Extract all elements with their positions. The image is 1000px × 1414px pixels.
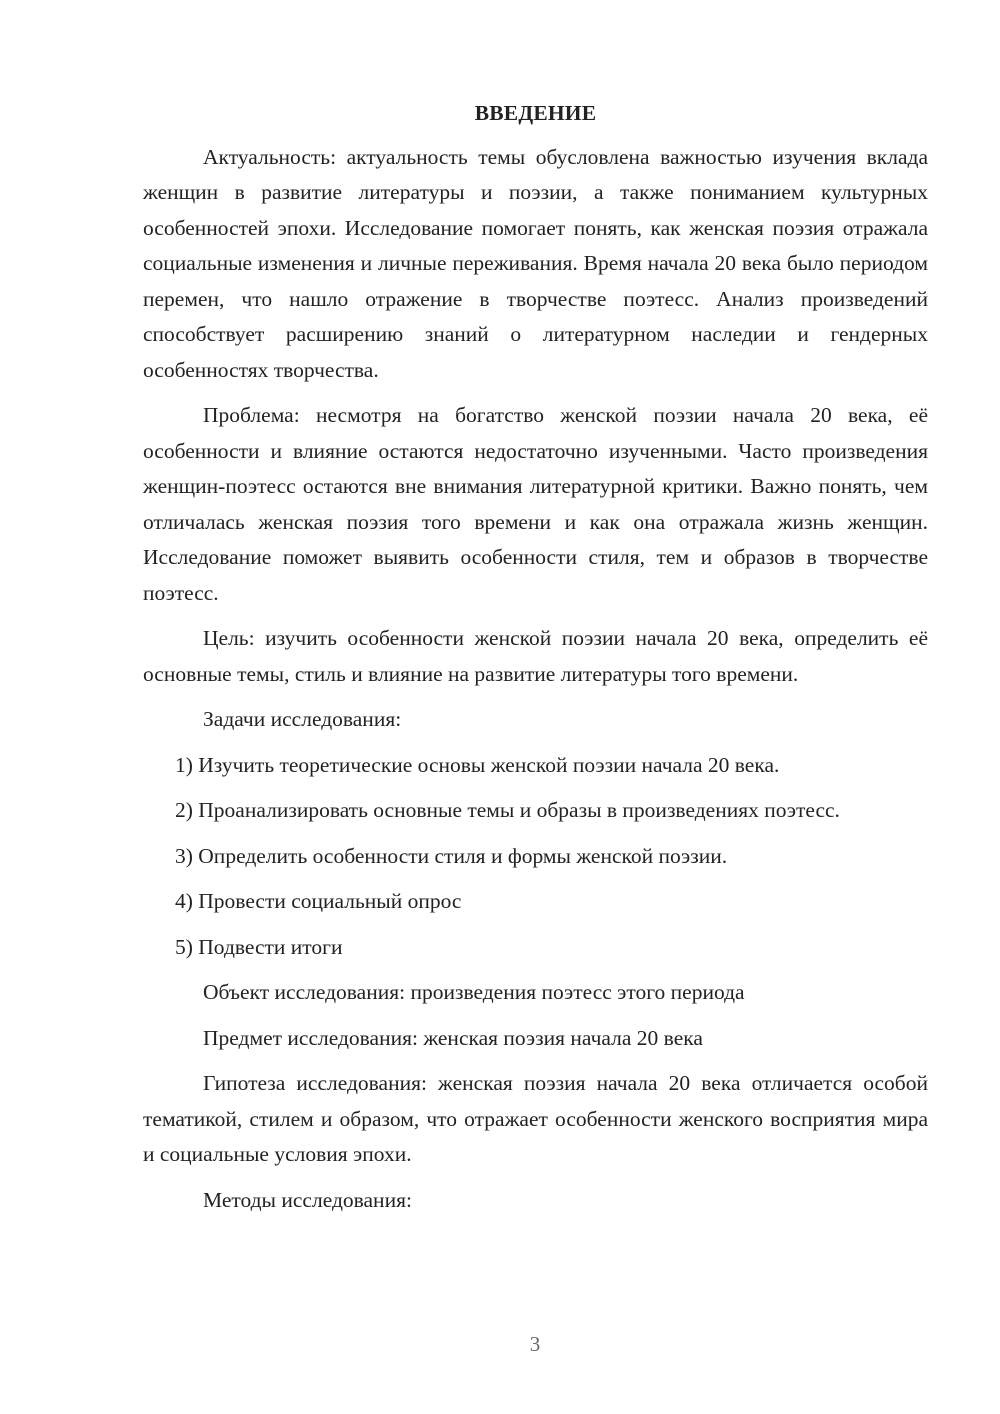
task-item-5: 5) Подвести итоги: [175, 934, 343, 959]
page-number: 3: [529, 1332, 541, 1356]
goal-paragraph: Цель: изучить особенности женской поэзии начала 20 века, определить её основные темы, стиль и влияние на развитие литературы того времени.: [143, 626, 928, 686]
task-item-1: 1) Изучить теоретические основы женской поэзии начала 20 века.: [175, 752, 780, 777]
object-paragraph: Объект исследования: произведения поэтесс этого периода: [203, 980, 745, 1004]
problem-paragraph: Проблема: несмотря на богатство женской поэзии начала 20 века, её особенности и влияние остаются недостаточно изученными. Часто произведения женщин-поэтесс остаются вне внимания литературной критики. Важно понять, чем отличалась женская поэзия того времени и как она отражала жизнь женщин. Исследование поможет выявить особенности стиля, тем и образов в творчестве поэтесс.: [143, 403, 928, 605]
document-page: [143, 96, 928, 1228]
task-item-4: 4) Провести социальный опрос: [175, 889, 462, 913]
task-item-3: 3) Определить особенности стиля и формы женской поэзии.: [175, 843, 728, 868]
hypothesis-paragraph: Гипотеза исследования: женская поэзия начала 20 века отличается особой тематикой, стилем и образом, что отражает особенности женского восприятия мира и социальные условия эпохи.: [143, 1071, 928, 1166]
tasks-heading: Задачи исследования:: [203, 707, 402, 731]
subject-paragraph: Предмет исследования: женская поэзия начала 20 века: [203, 1025, 703, 1050]
relevance-paragraph: Актуальность: актуальность темы обусловлена важностью изучения вклада женщин в развитие литературы и поэзии, а также пониманием культурных особенностей эпохи. Исследование помогает понять, как женская поэзия отражала социальные изменения и личные переживания. Время начала 20 века было периодом перемен, что нашло отражение в творчестве поэтесс. Анализ произведений способствует расширению знаний о литературном наследии и гендерных особенностях творчества.: [143, 144, 928, 382]
methods-heading: Методы исследования:: [203, 1187, 412, 1212]
section-title: ВВЕДЕНИЕ: [474, 101, 597, 125]
task-item-2: 2) Проанализировать основные темы и образы в произведениях поэтесс.: [175, 798, 840, 822]
